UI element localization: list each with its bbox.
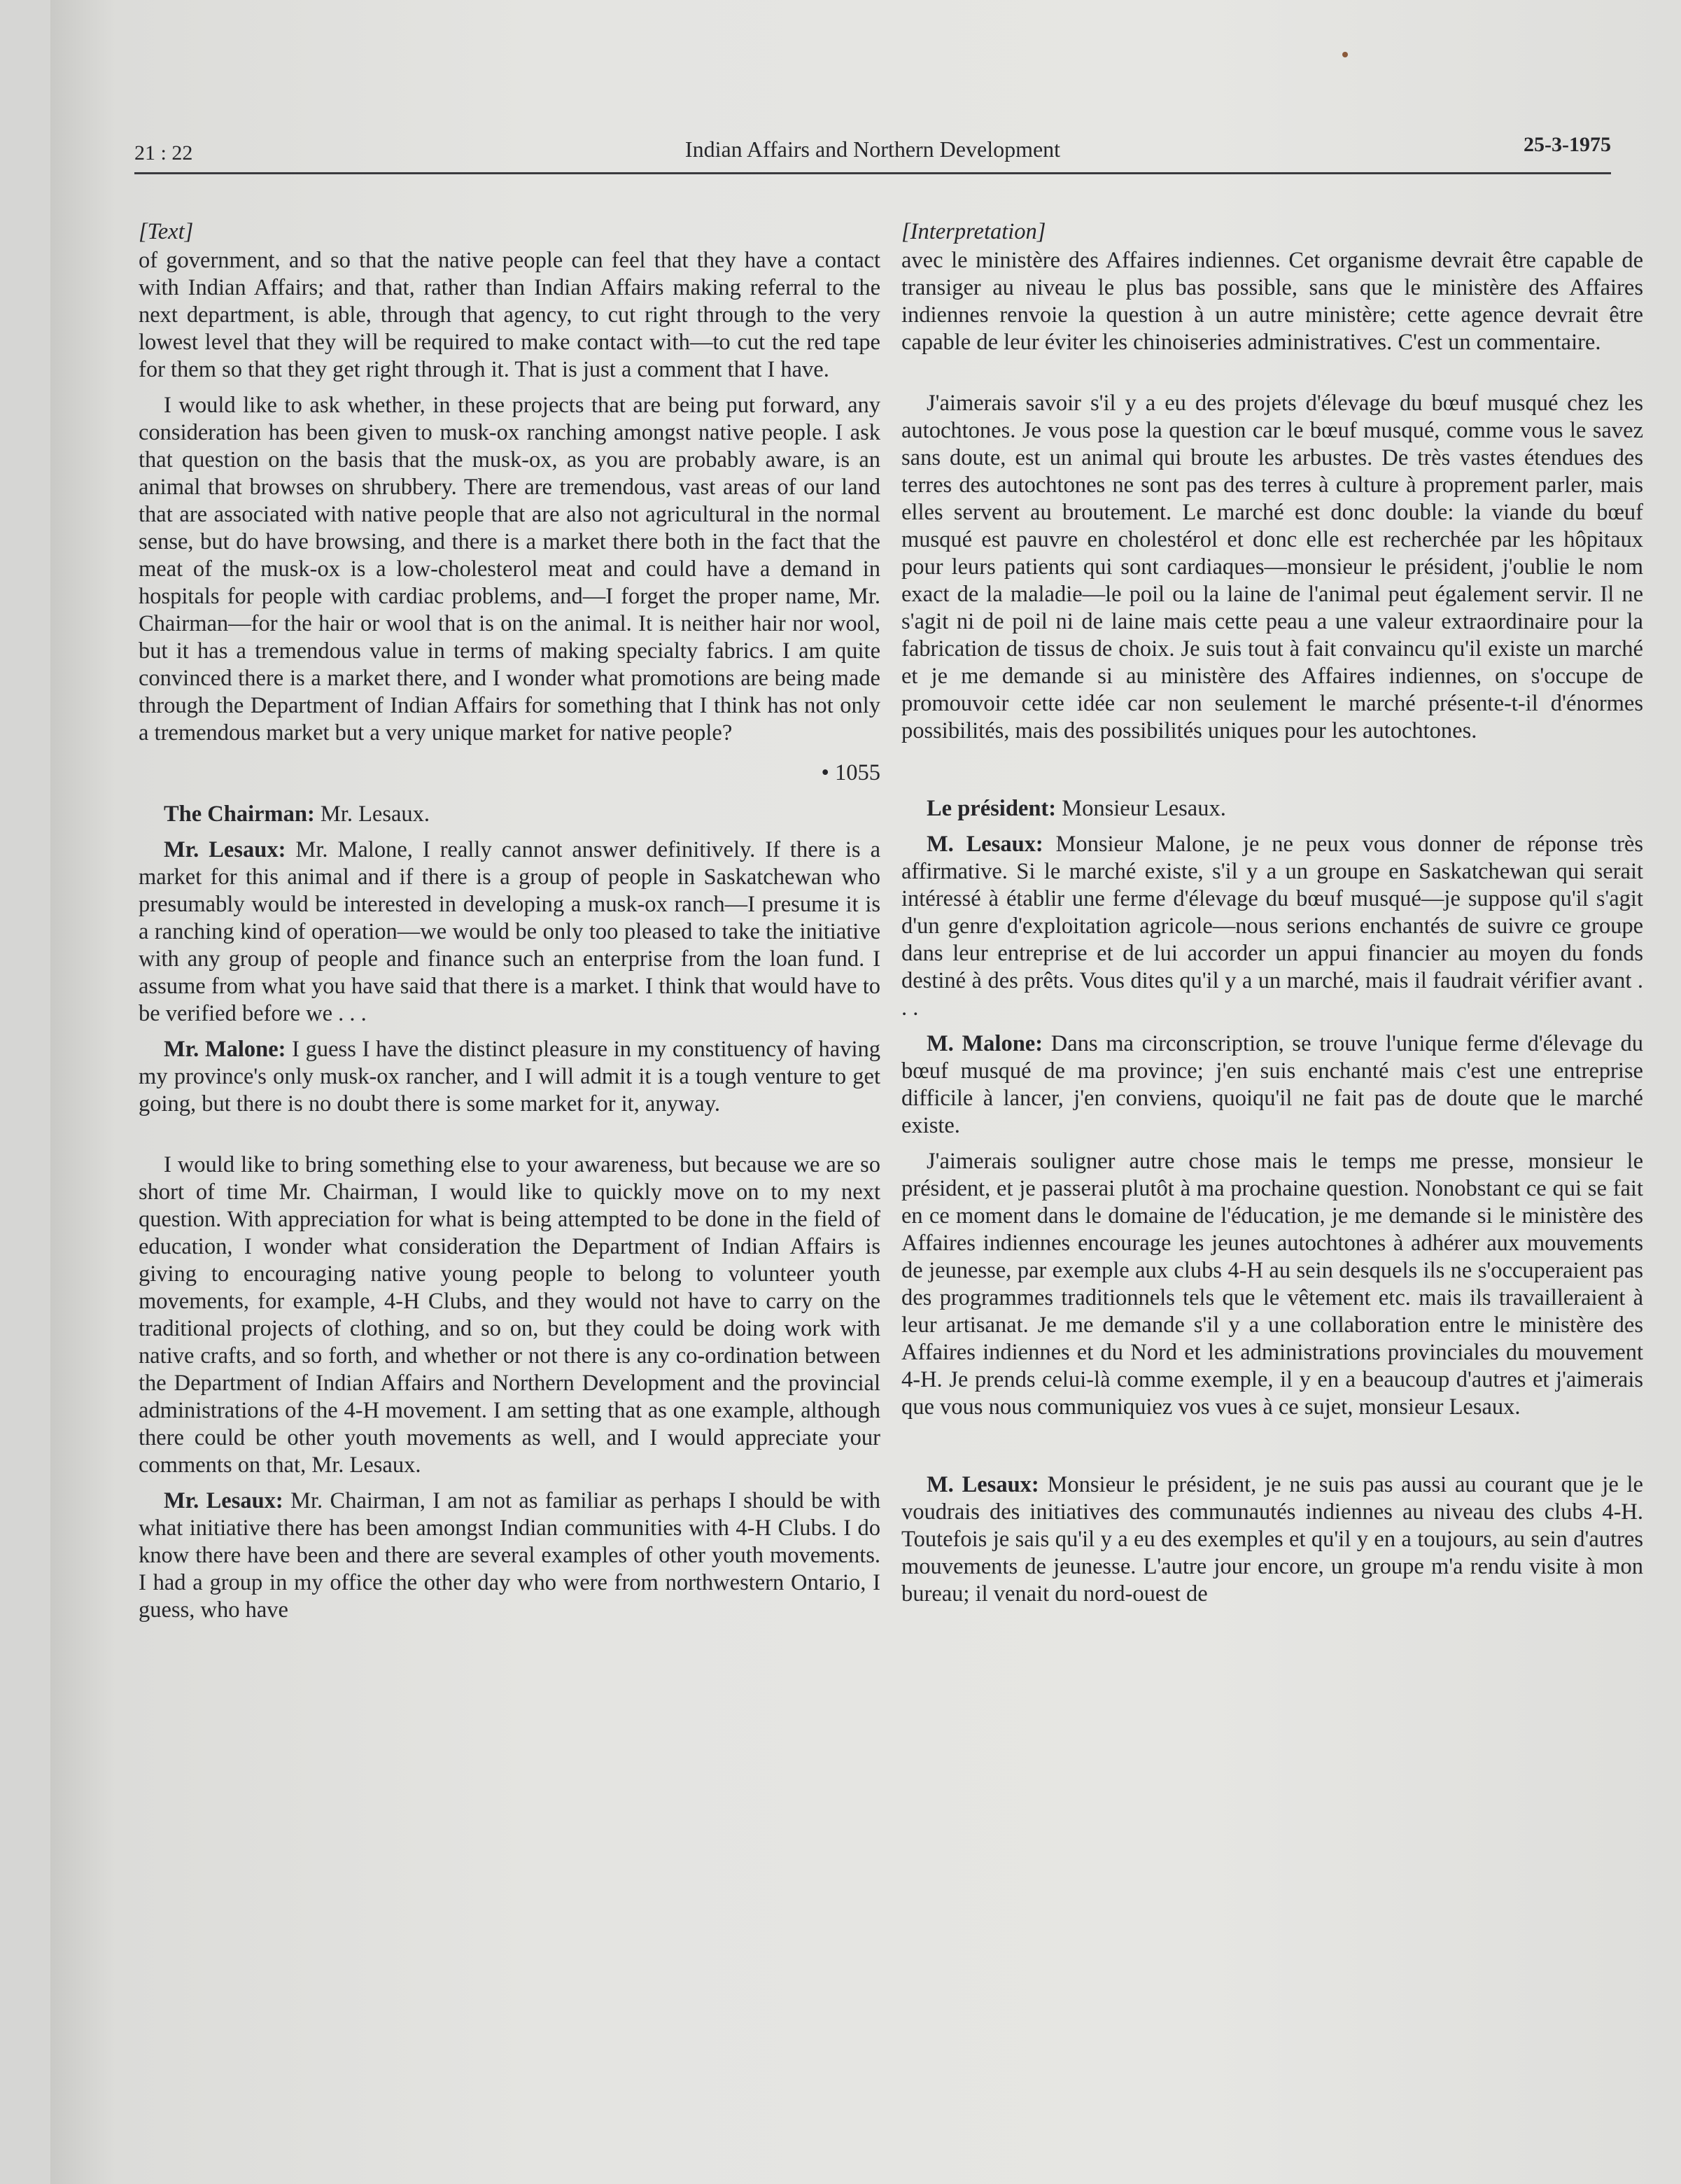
speech-text: Dans ma circonscription, se trouve l'unique ferme d'élevage du bœuf musqué de ma province; j'en suis enchanté mais c'est une entreprise difficile à lancer, j'en conviens, quoiqu'il ne fait pas de doute que le marché existe. (901, 1031, 1643, 1138)
speaker-name: Le président: (927, 796, 1057, 821)
speech-paragraph (139, 1036, 880, 1118)
paragraph: of government, and so that the native people can feel that they have a contact with Indian Affairs; and that, rather than Indian Affairs making referral to the next department, is able, through that agency, to cut right through to the very lowest level that they will be required to make contact with—to cut the red tape for them so that they get right through it. That is just a comment that I have. (139, 248, 880, 382)
french-column (901, 218, 1643, 1616)
speech-paragraph (901, 1030, 1643, 1140)
running-header (134, 118, 1611, 174)
paragraph: I would like to bring something else to your awareness, but because we are so short of time Mr. Chairman, I would like to quickly move on to my next question. With appreciation for what is being attempted to be done in the field of education, I wonder what consideration the Department of Indian Affairs is giving to encouraging native young people to belong to volunteer youth movements, for example, 4-H Clubs, and they would not have to carry on the traditional projects of clothing, and so on, but they could be doing work with native crafts, and so forth, and whether or not there is any co-ordination between the Department of Indian Affairs and Northern Development and the provincial administrations of the 4-H movement. I am setting that as one example, although there could be other youth movements as well, and I would appreciate your comments on that, Mr. Lesaux. (139, 1152, 880, 1478)
speech-text: Mr. Lesaux. (314, 802, 430, 827)
paragraph: avec le ministère des Affaires indiennes. Cet organisme devrait être capable de transiger au niveau le plus bas possible, sans que le ministère des Affaires indiennes renvoie la question à un autre ministère; cette agence devrait être capable de leur éviter les chinoiseries administratives. C'est un commentaire. (901, 248, 1643, 355)
speech-paragraph (901, 831, 1643, 1022)
speech-text: Monsieur le président, je ne suis pas aussi au courant que je le voudrais des initiatives des communautés indiennes au niveau des clubs 4-H. Toutefois je sais qu'il y a eu des exemples et qu'il y en a toujours, au sein d'autres mouvements de jeunesse. L'autre jour encore, un groupe m'a rendu visite à mon bureau; il venait du nord-ouest de (901, 1472, 1643, 1606)
paragraph: J'aimerais souligner autre chose mais le temps me presse, monsieur le président, et je passerai plutôt à ma prochaine question. Nonobstant ce qui se fait en ce moment dans le domaine de l'éducation, je me demande si le ministère des Affaires indiennes encourage les jeunes autochtones à adhérer aux mouvements de jeunesse, par exemple aux clubs 4-H au sein desquels ils ne s'occuperaient pas des programmes traditionnels tels que le vêtement etc. mais ils travailleraient à leur artisanat. Je me demande s'il y a une collaboration entre le ministère des Affaires indiennes et du Nord et les administrations provinciales du mouvement 4-H. Je prends celui-là comme exemple, il y en a beaucoup d'autres et j'aimerais que vous nous communiquiez vos vues à ce sujet, monsieur Lesaux. (901, 1149, 1643, 1420)
speaker-name: M. Malone: (927, 1031, 1043, 1056)
speaker-name: The Chairman: (164, 802, 315, 827)
ink-speck (1342, 52, 1348, 57)
speech-paragraph (901, 1471, 1643, 1608)
spacer (901, 1429, 1643, 1471)
spacer (139, 1126, 880, 1152)
speaker-name: M. Lesaux: (927, 1472, 1039, 1497)
spacer (901, 365, 1643, 390)
speech-paragraph (901, 795, 1643, 822)
speaker-name: M. Lesaux: (927, 832, 1043, 857)
speech-text: Mr. Chairman, I am not as familiar as perhaps I should be with what initiative there has been amongst Indian communities with 4-H Clubs. I do know there have been and there are several examples of other youth movements. I had a group in my office the other day who were from northwestern Ontario, I guess, who have (139, 1488, 880, 1623)
speech-paragraph (139, 836, 880, 1028)
page-number: 21 : 22 (134, 141, 193, 164)
speech-text: Monsieur Lesaux. (1056, 796, 1226, 821)
time-marker: • 1055 (821, 760, 880, 785)
speech-text: Mr. Malone, I really cannot answer definitively. If there is a market for this animal and if there is a group of people in Saskatchewan who presumably would be interested in developing a musk-ox ranch—I presume it is a ranching kind of operation—we would be only too pleased to take the initiative with any group of people and finance such an enterprise from the loan fund. I assume from what you have said that there is a market. I think that would have to be verified before we . . . (139, 837, 881, 1026)
speech-text: I guess I have the distinct pleasure in my constituency of having my province's only musk-ox rancher, and I will admit it is a tough venture to get going, but there is no doubt there is some market for it, anyway. (139, 1037, 880, 1116)
speech-paragraph (139, 801, 880, 828)
speaker-name: Mr. Lesaux: (164, 837, 286, 862)
speech-text: Monsieur Malone, je ne peux vous donner de réponse très affirmative. Si le marché existe, s'il y a un groupe en Saskatchewan qui serait intéressé à établir une ferme d'élevage du bœuf musqué—je suppose qu'il s'agit d'un genre d'exploitation agricole—nous serions enchantés de suivre ce groupe dans leur entreprise et de lui accorder un appui financier au moyen du fonds destiné à des prêts. Vous dites qu'il y a un marché, mais il faudrait vérifier avant . . . (901, 832, 1643, 1021)
paragraph: I would like to ask whether, in these projects that are being put forward, any consideration has been given to musk-ox ranching amongst native people. I ask that question on the basis that the musk-ox, as you are probably aware, is an animal that browses on shrubbery. There are tremendous, vast areas of our land that are associated with native people that are also not agricultural in the normal sense, but do have browsing, and there is a market there both in the fact that the meat of the musk-ox is a low-cholesterol meat and could have a demand in hospitals for people with cardiac problems, and—I forget the proper name, Mr. Chairman—for the hair or wool that is on the animal. It is neither hair nor wool, but it has a tremendous value in terms of making specialty fabrics. I am quite convinced there is a market there, and I wonder what promotions are being made through the Department of Indian Affairs for something that I think has not only a tremendous market but a very unique market for native people? (139, 393, 880, 746)
publication-title: Indian Affairs and Northern Development (684, 136, 1061, 162)
header-date: 25-3-1975 (1524, 133, 1611, 156)
english-column (139, 218, 880, 1632)
speech-paragraph (139, 1488, 880, 1624)
speaker-name: Mr. Malone: (164, 1037, 286, 1062)
document-page (50, 0, 1681, 2184)
paragraph: J'aimerais savoir s'il y a eu des projets d'élevage du bœuf musqué chez les autochtones. Je vous pose la question car le bœuf musqué, comme vous le savez sans doute, est un animal qui broute les arbustes. De très vastes étendues des terres des autochtones ne sont pas des terres à culture à proprement parler, mais elles servent au broutement. Le marché est donc double: la viande du bœuf musqué est pauvre en cholestérol et donc elle est recherchée par les hôpitaux pour leurs patients qui sont cardiaques—monsieur le président, j'oublie le nom exact de la maladie—le poil ou la laine de l'animal peut également servir. Il ne s'agit ni de poil ni de laine mais cette peau a une valeur extraordinaire pour la fabrication de tissus de choix. Je suis tout à fait convaincu qu'il existe un marché et je me demande si au ministère des Affaires indiennes, on s'occupe de promouvoir cette idée car non seulement le marché présente-t-il d'énormes possibilités, mais des possibilités uniques pour les autochtones. (901, 391, 1643, 743)
column-label-text: [Text] (139, 219, 194, 244)
speaker-name: Mr. Lesaux: (164, 1488, 283, 1513)
spacer (901, 753, 1643, 795)
column-label-interpretation: [Interpretation] (901, 219, 1046, 244)
